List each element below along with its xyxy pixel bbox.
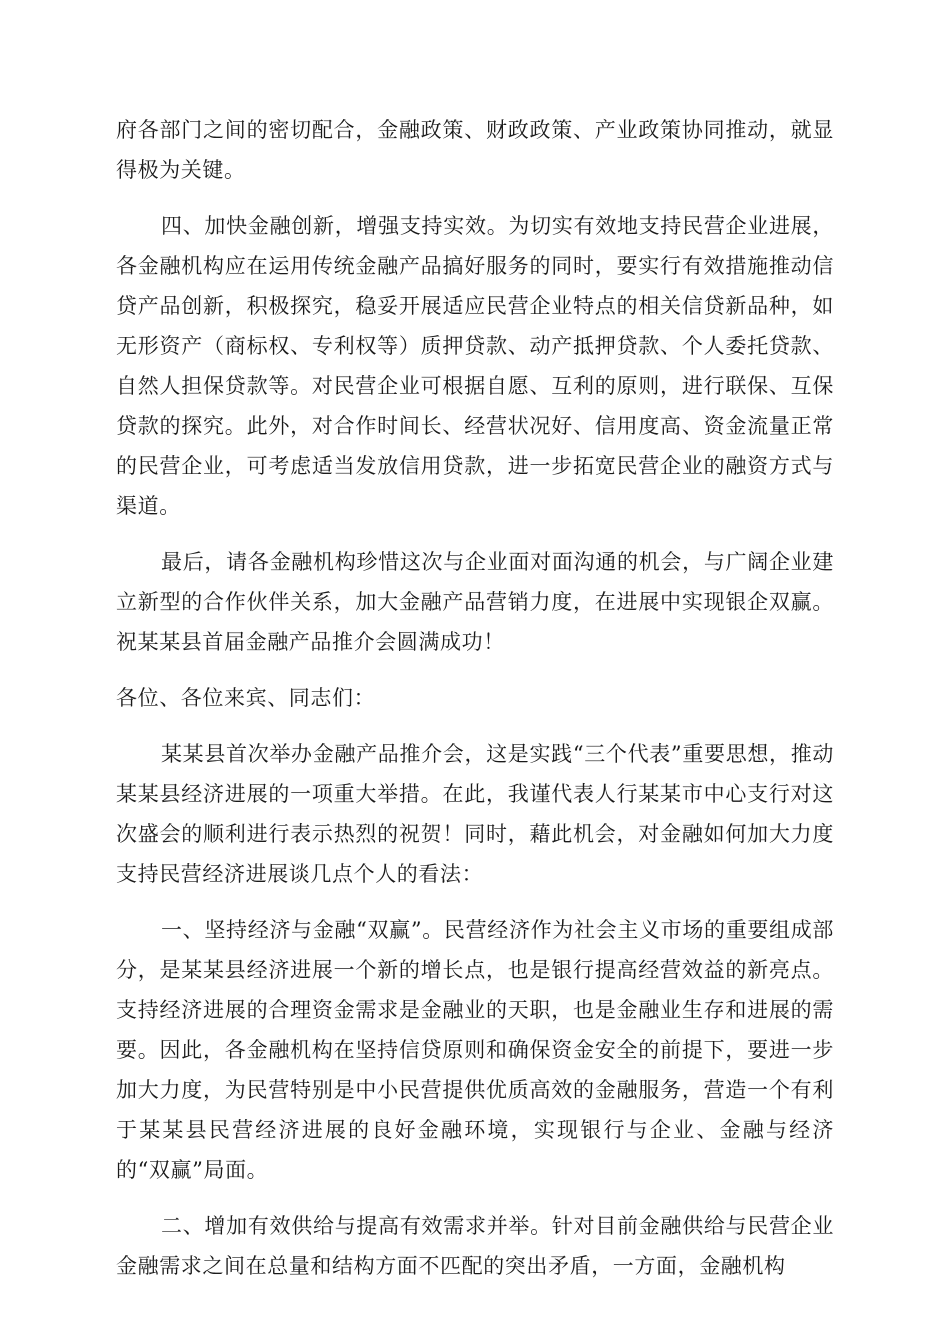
paragraph-section-two: 二、增加有效供给与提高有效需求并举。针对目前金融供给与民营企业金融需求之间在总量和结构方面不匹配的突出矛盾，一方面，金融机构 — [116, 1214, 834, 1278]
paragraph-salutation: 各位、各位来宾、同志们： — [116, 686, 376, 710]
document-body — [116, 110, 834, 1302]
paragraph-section-one: 一、坚持经济与金融“双赢”。民营经济作为社会主义市场的重要组成部分，是某某县经济进展一个新的增长点，也是银行提高经营效益的新亮点。支持经济进展的合理资金需求是金融业的天职，也是金融业生存和进展的需要。因此，各金融机构在坚持信贷原则和确保资金安全的前提下，要进一步加大力度，为民营特别是中小民营提供优质高效的金融服务，营造一个有利于某某县民营经济进展的良好金融环境，实现银行与企业、金融与经济的“双赢”局面。 — [116, 918, 834, 1182]
paragraph-continuation: 府各部门之间的密切配合，金融政策、财政政策、产业政策协同推动，就显得极为关键。 — [116, 118, 834, 182]
paragraph-section-four: 四、加快金融创新，增强支持实效。为切实有效地支持民营企业进展，各金融机构应在运用传统金融产品搞好服务的同时，要实行有效措施推动信贷产品创新，积极探究，稳妥开展适应民营企业特点的相关信贷新品种，如无形资产（商标权、专利权等）质押贷款、动产抵押贷款、个人委托贷款、自然人担保贷款等。对民营企业可根据自愿、互利的原则，进行联保、互保贷款的探究。此外，对合作时间长、经营状况好、信用度高、资金流量正常的民营企业，可考虑适当发放信用贷款，进一步拓宽民营企业的融资方式与渠道。 — [116, 214, 834, 518]
paragraph-closing: 最后，请各金融机构珍惜这次与企业面对面沟通的机会，与广阔企业建立新型的合作伙伴关系，加大金融产品营销力度，在进展中实现银企双赢。祝某某县首届金融产品推介会圆满成功！ — [116, 550, 834, 654]
paragraph-opening: 某某县首次举办金融产品推介会，这是实践“三个代表”重要思想，推动某某县经济进展的一项重大举措。在此，我谨代表人行某某市中心支行对这次盛会的顺利进行表示热烈的祝贺！同时，藉此机会，对金融如何加大力度支持民营经济进展谈几点个人的看法： — [116, 742, 834, 886]
